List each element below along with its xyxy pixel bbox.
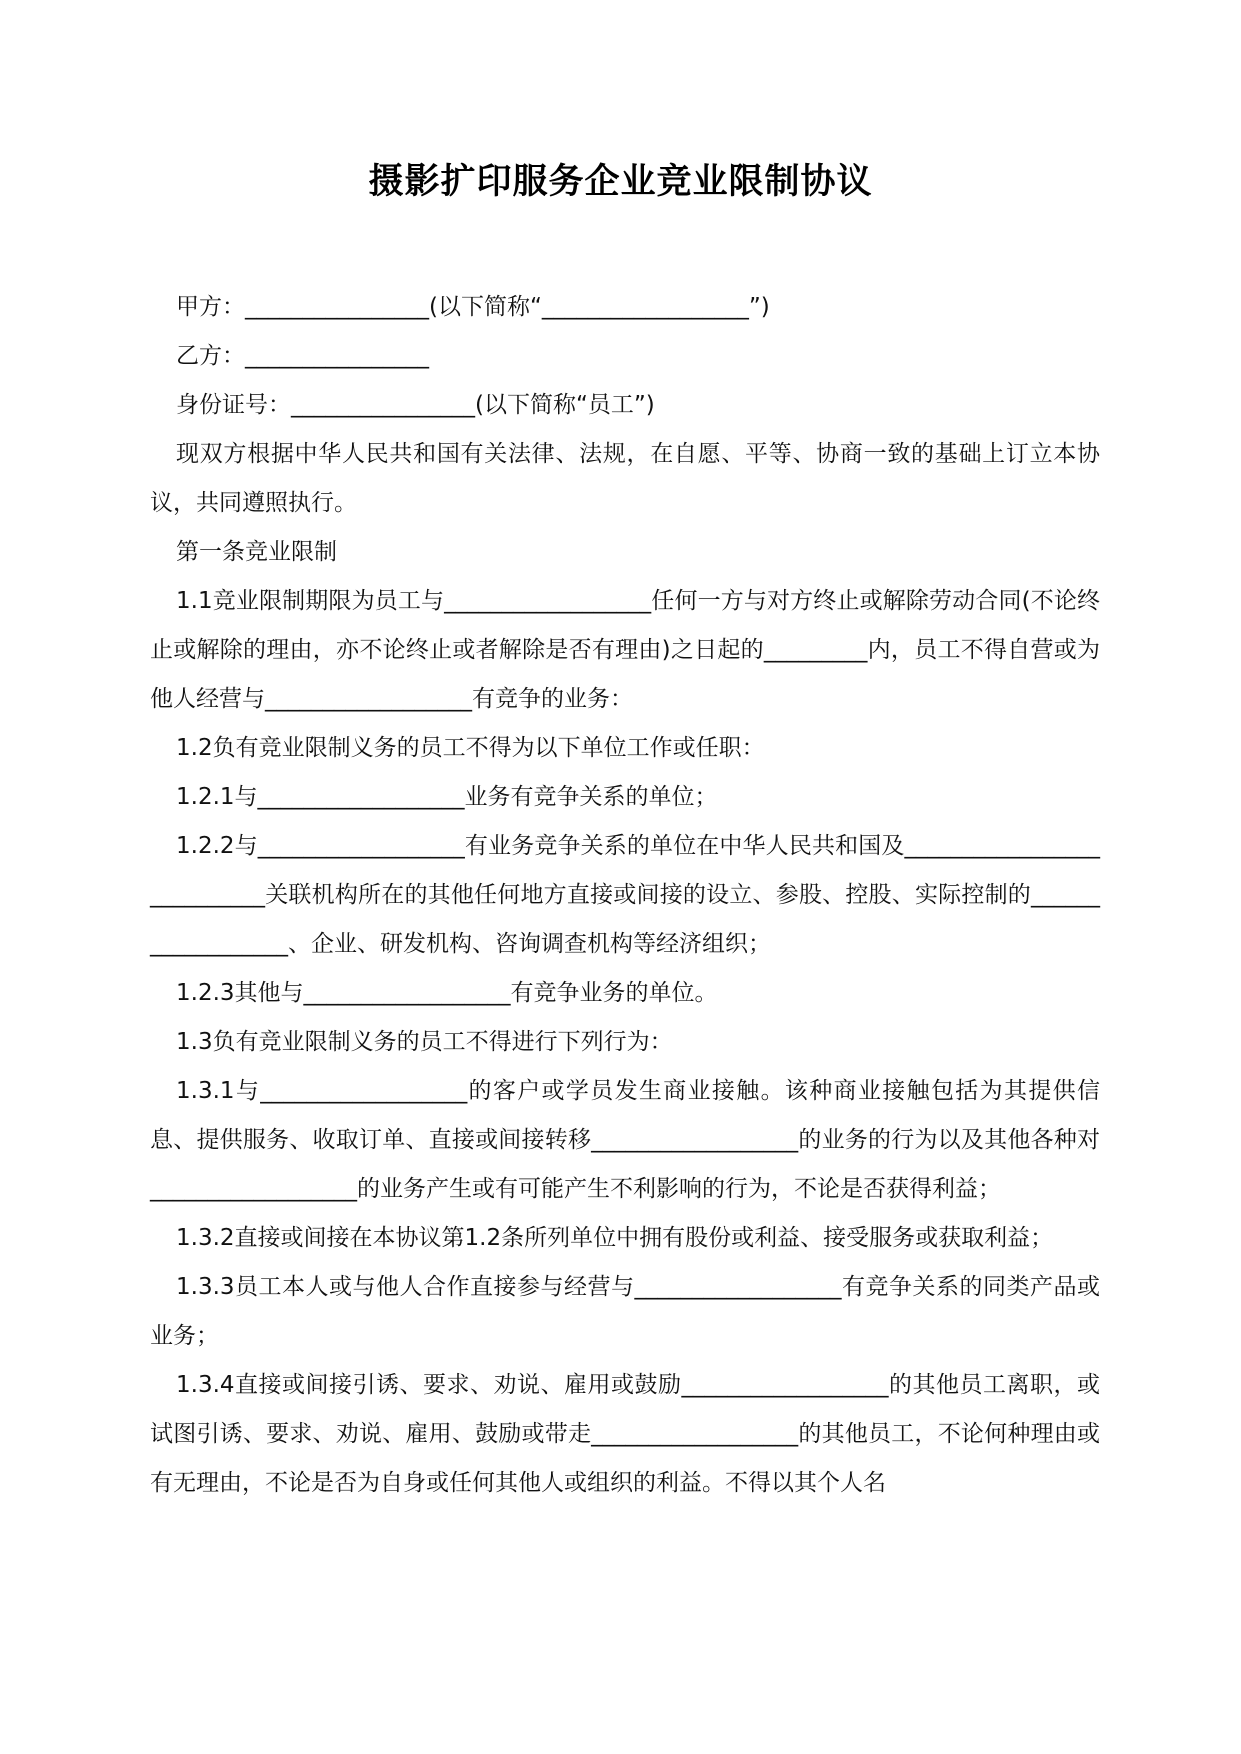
party-b-line: 乙方：________________ — [176, 343, 429, 369]
document-body — [150, 283, 1100, 1508]
clause-1-2-1: 1.2.1与__________________业务有竞争关系的单位； — [176, 784, 718, 810]
clause-1-1: 1.1竞业限制期限为员工与__________________任何一方与对方终止或解除劳动合同(不论终止或解除的理由，亦不论终止或者解除是否有理由)之日起的_________内，员工不得自营或为他人经营与__________________有竞争的业务： — [150, 588, 1100, 712]
clause-1-3-3: 1.3.3员工本人或与他人合作直接参与经营与__________________有竞争关系的同类产品或业务； — [150, 1274, 1100, 1349]
id-number-line: 身份证号：________________(以下简称“员工”) — [176, 392, 655, 418]
document-title: 摄影扩印服务企业竞业限制协议 — [368, 162, 873, 202]
clause-1-3: 1.3负有竞业限制义务的员工不得进行下列行为： — [176, 1029, 673, 1055]
clause-1-2: 1.2负有竞业限制义务的员工不得为以下单位工作或任职： — [176, 735, 765, 761]
clause-1-3-2: 1.3.2直接或间接在本协议第1.2条所列单位中拥有股份或利益、接受服务或获取利益； — [176, 1225, 1054, 1251]
clause-1-2-3: 1.2.3其他与__________________有竞争业务的单位。 — [176, 980, 718, 1006]
clause-1-3-4: 1.3.4直接或间接引诱、要求、劝说、雇用或鼓励__________________的其他员工离职，或试图引诱、要求、劝说、雇用、鼓励或带走__________________的其他员工，不论何种理由或有无理由，不论是否为自身或任何其他人或组织的利益。不得以其个人名 — [150, 1372, 1100, 1496]
party-a-line: 甲方：________________(以下简称“__________________”) — [176, 294, 770, 320]
article-1-heading: 第一条竞业限制 — [176, 539, 337, 565]
preamble-paragraph: 现双方根据中华人民共和国有关法律、法规，在自愿、平等、协商一致的基础上订立本协议，共同遵照执行。 — [150, 441, 1100, 516]
clause-1-3-1: 1.3.1与__________________的客户或学员发生商业接触。该种商业接触包括为其提供信息、提供服务、收取订单、直接或间接转移__________________的业务的行为以及其他各种对__________________的业务产生或有可能产生不利影响的行为，不论是否获得利益； — [150, 1078, 1100, 1202]
clause-1-2-2: 1.2.2与__________________有业务竞争关系的单位在中华人民共和国及___________________________关联机构所在的其他任何地方直接或间接的设立、参股、控股、实际控制的__________________、企业、研发机构、咨询调查机构等经济组织； — [150, 833, 1100, 957]
